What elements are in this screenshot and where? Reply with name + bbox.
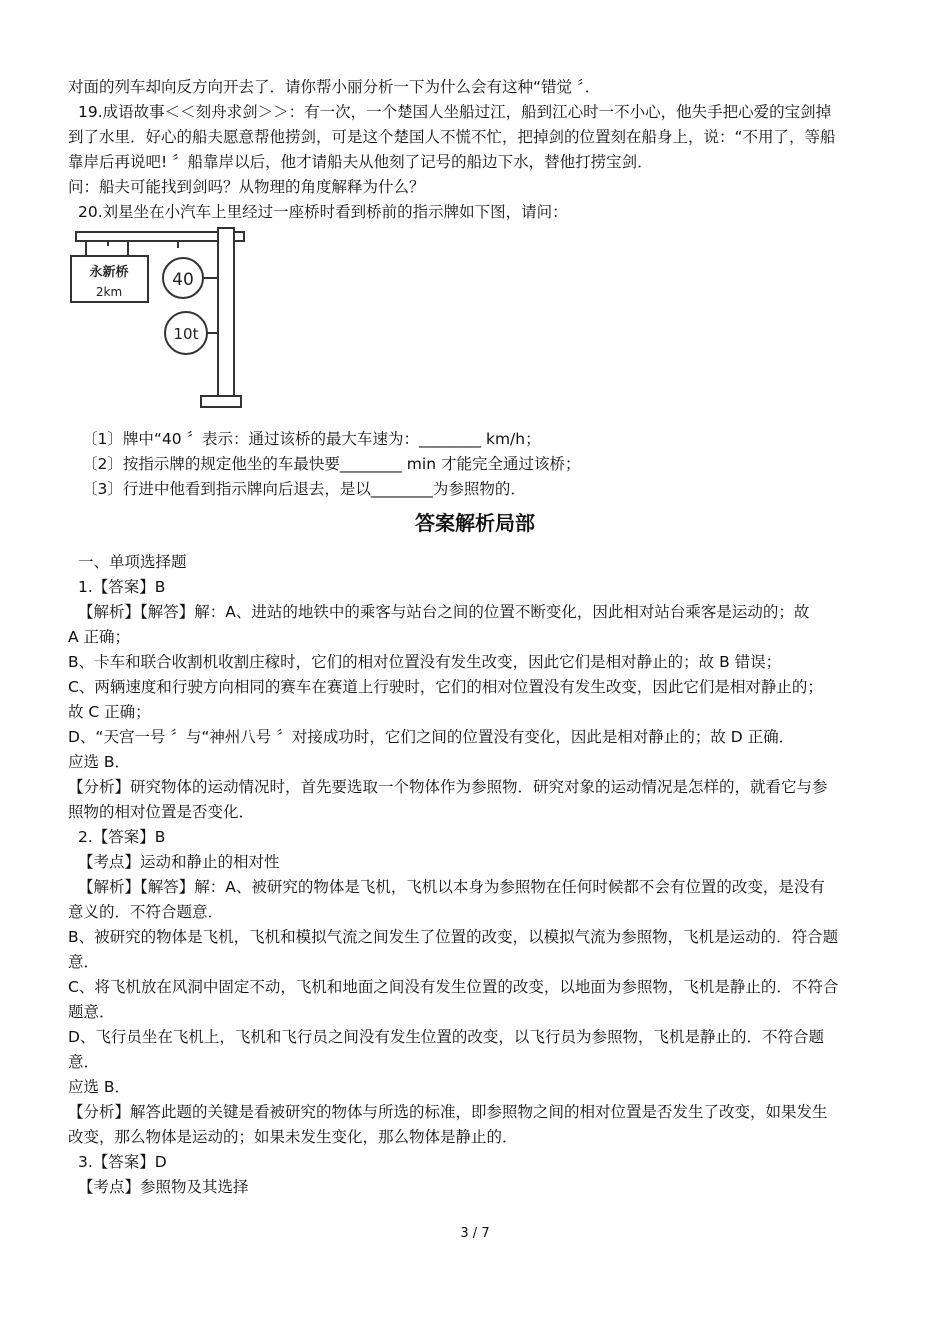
text-line: B、卡车和联合收割机收割庄稼时，它们的相对位置没有发生改变，因此它们是相对静止的；故 B 错误； [68,653,782,671]
question-19: 19.成语故事＜＜刻舟求剑＞＞：有一次，一个楚国人坐船过江，船到江心时一不小心，他失手把心爱的宝剑掉 [78,103,832,121]
text-line: 题意． [68,1003,115,1021]
section-title: 答案解析局部 [415,511,535,535]
text-line: 【分析】解答此题的关键是看被研究的物体与所选的标准，即参照物之间的相对位置是否发生了改变，如果发生 [68,1103,828,1121]
page-number: 3 / 7 [460,1226,490,1241]
sub-question-1: 〔1〕牌中“40 〞表示：通过该桥的最大车速为：________ km/h； [82,430,541,448]
answer-2: 2.【答案】B [78,828,166,846]
text-line: 问：船夫可能找到剑吗？从物理的角度解释为什么？ [68,178,425,196]
weight-limit-value: 10t [173,325,199,343]
text-line: 【考点】运动和静止的相对性 [78,853,280,871]
answer-3: 3.【答案】D [78,1153,167,1171]
bridge-sign-figure [68,226,248,416]
text-line: C、将飞机放在风洞中固定不动，飞机和地面之间没有发生位置的改变，以地面为参照物，飞机是静止的．不符合 [68,978,839,996]
text-line: 故 C 正确； [68,703,151,721]
text-line: 【分析】研究物体的运动情况时，首先要选取一个物体作为参照物．研究对象的运动情况是怎样的，就看它与参 [68,778,828,796]
text-line: 靠岸后再说吧! 〞船靠岸以后，他才请船夫从他刻了记号的船边下水，替他打捞宝剑． [68,153,653,171]
section-heading: 一、单项选择题 [78,553,187,571]
sub-question-3: 〔3〕行进中他看到指示牌向后退去，是以________为参照物的． [82,480,526,498]
text-line: A 正确； [68,628,131,646]
text-line: B、被研究的物体是飞机，飞机和模拟气流之间发生了位置的改变，以模拟气流为参照物，飞机是运动的．符合题 [68,928,839,946]
answer-1: 1.【答案】B [78,578,166,596]
text-line: 意． [68,1053,100,1071]
text-line: 照物的相对位置是否变化． [68,803,255,821]
text-line: 【考点】参照物及其选择 [78,1178,249,1196]
text-line: 应选 B． [68,1078,131,1096]
bridge-name: 永新桥 [89,265,129,280]
sub-question-2: 〔2〕按指示牌的规定他坐的车最快要________ min 才能完全通过该桥； [82,455,581,473]
question-20: 20.刘星坐在小汽车上里经过一座桥时看到桥前的指示牌如下图，请问： [78,203,568,221]
text-line: 【解析】【解答】解：A、被研究的物体是飞机，飞机以本身为参照物在任何时候都不会有位置的改变，是没有 [78,878,825,896]
text-line: 对面的列车却向反方向开去了．请你帮小丽分析一下为什么会有这种“错觉 〞． [68,78,601,96]
speed-limit-value: 40 [172,270,194,290]
bridge-distance: 2km [95,285,123,299]
text-line: 【解析】【解答】解：A、进站的地铁中的乘客与站台之间的位置不断变化，因此相对站台乘客是运动的；故 [78,603,810,621]
text-line: 意． [68,953,100,971]
text-line: 改变，那么物体是运动的；如果未发生变化，那么物体是静止的． [68,1128,518,1146]
text-line: D、飞行员坐在飞机上，飞机和飞行员之间没有发生位置的改变，以飞行员为参照物，飞机是静止的．不符合题 [68,1028,824,1046]
text-line: D、“天宫一号 〞与“神州八号 〞对接成功时，它们之间的位置没有变化，因此是相对静止的；故 D 正确． [68,728,795,746]
text-line: C、两辆速度和行驶方向相同的赛车在赛道上行驶时，它们的相对位置没有发生改变，因此它们是相对静止的； [68,678,823,696]
text-line: 到了水里．好心的船夫愿意帮他捞剑，可是这个楚国人不慌不忙，把掉剑的位置刻在船身上，说：“不用了，等船 [68,128,836,146]
text-line: 应选 B． [68,753,131,771]
text-line: 意义的．不符合题意． [68,903,224,921]
